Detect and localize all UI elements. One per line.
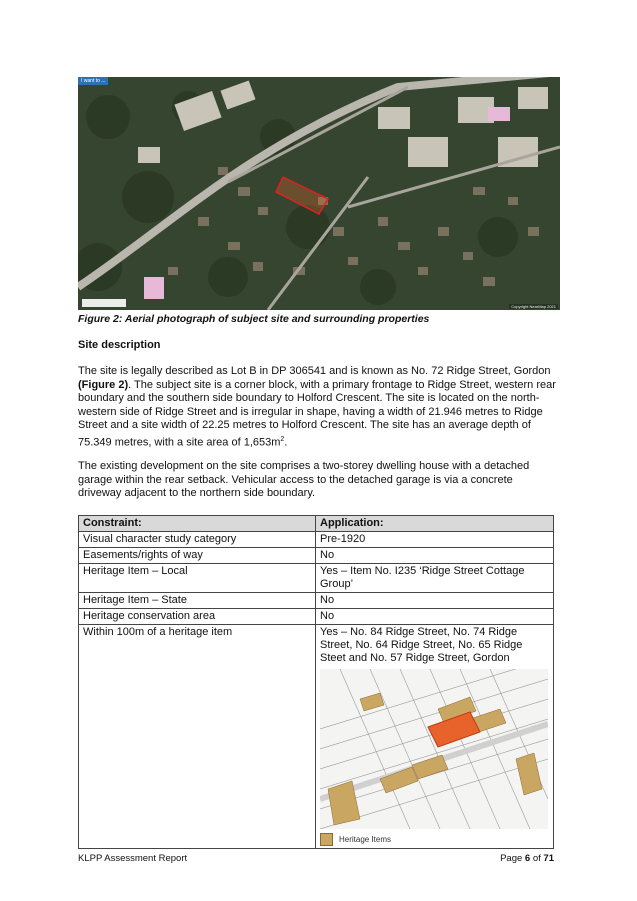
application-cell: Yes – Item No. I235 ‘Ridge Street Cottage Group’	[316, 564, 554, 593]
constraint-cell: Heritage Item – State	[79, 593, 316, 609]
heritage-map-image	[320, 669, 548, 829]
superscript: 2	[280, 435, 285, 443]
para-text: . The subject site is a corner block, with a primary frontage to Ridge Street, western rear boundary and the southern side boundary to Holford Crescent. The site is located on the north-western side of Ridge Street and is irregular in shape, having a width of 21.946 metres to Ridge Street and a site width of 22.25 metres to Holford Crescent. The site has an average depth of 75.349 metres, with a site area of 1,653m	[78, 378, 556, 449]
section-heading: Site description	[78, 339, 161, 351]
figure-reference: (Figure 2)	[78, 378, 129, 391]
map-menu-button[interactable]: I want to ...	[78, 77, 108, 85]
para-text: .	[284, 436, 288, 449]
constraints-table	[78, 515, 554, 849]
table-row	[79, 548, 554, 564]
footer-page-number	[500, 853, 554, 864]
table-header-row	[79, 516, 554, 532]
figure-caption: Figure 2: Aerial photograph of subject site and surrounding properties	[78, 313, 430, 325]
page-total: 71	[543, 853, 554, 864]
heritage-map	[320, 669, 548, 829]
constraint-cell: Heritage Item – Local	[79, 564, 316, 593]
para-text: The site is legally described as Lot B in DP 306541 and is known as No. 72 Ridge Street, Gordon	[78, 365, 551, 377]
application-cell: No	[316, 609, 554, 625]
site-description-paragraph	[78, 365, 556, 450]
application-cell: No	[316, 593, 554, 609]
existing-development-paragraph: The existing development on the site comprises a two-storey dwelling house with a detached garage within the rear setback. Vehicular access to the detached garage is via a concrete driveway adjacent to the northern side boundary.	[78, 460, 530, 499]
table-row	[79, 532, 554, 548]
page-prefix: Page	[500, 853, 525, 864]
page-current: 6	[524, 853, 531, 864]
heritage-text: Yes – No. 84 Ridge Street, No. 74 Ridge Street, No. 64 Ridge Street, No. 65 Ridge Steet and No. 57 Ridge Street, Gordon	[320, 626, 523, 664]
application-cell: Pre-1920	[316, 532, 554, 548]
aerial-photo-image	[78, 77, 560, 310]
map-copyright: Copyright NearMap 2021	[511, 304, 556, 309]
aerial-photo	[78, 77, 560, 310]
table-row	[79, 564, 554, 593]
constraint-cell: Easements/rights of way	[79, 548, 316, 564]
table-row	[79, 593, 554, 609]
application-cell: No	[316, 548, 554, 564]
footer-report-title: KLPP Assessment Report	[78, 853, 188, 864]
constraint-cell: Visual character study category	[79, 532, 316, 548]
header-constraint: Constraint:	[79, 516, 316, 532]
constraint-cell: Heritage conservation area	[79, 609, 316, 625]
table-row	[79, 609, 554, 625]
heritage-legend-swatch	[320, 833, 333, 846]
legend-label: Heritage Items	[339, 834, 392, 844]
application-cell	[316, 625, 554, 849]
constraint-cell: Within 100m of a heritage item	[79, 625, 316, 849]
map-legend	[320, 831, 549, 847]
header-application: Application:	[316, 516, 554, 532]
table-row	[79, 625, 554, 849]
page-sep: of	[530, 853, 544, 864]
